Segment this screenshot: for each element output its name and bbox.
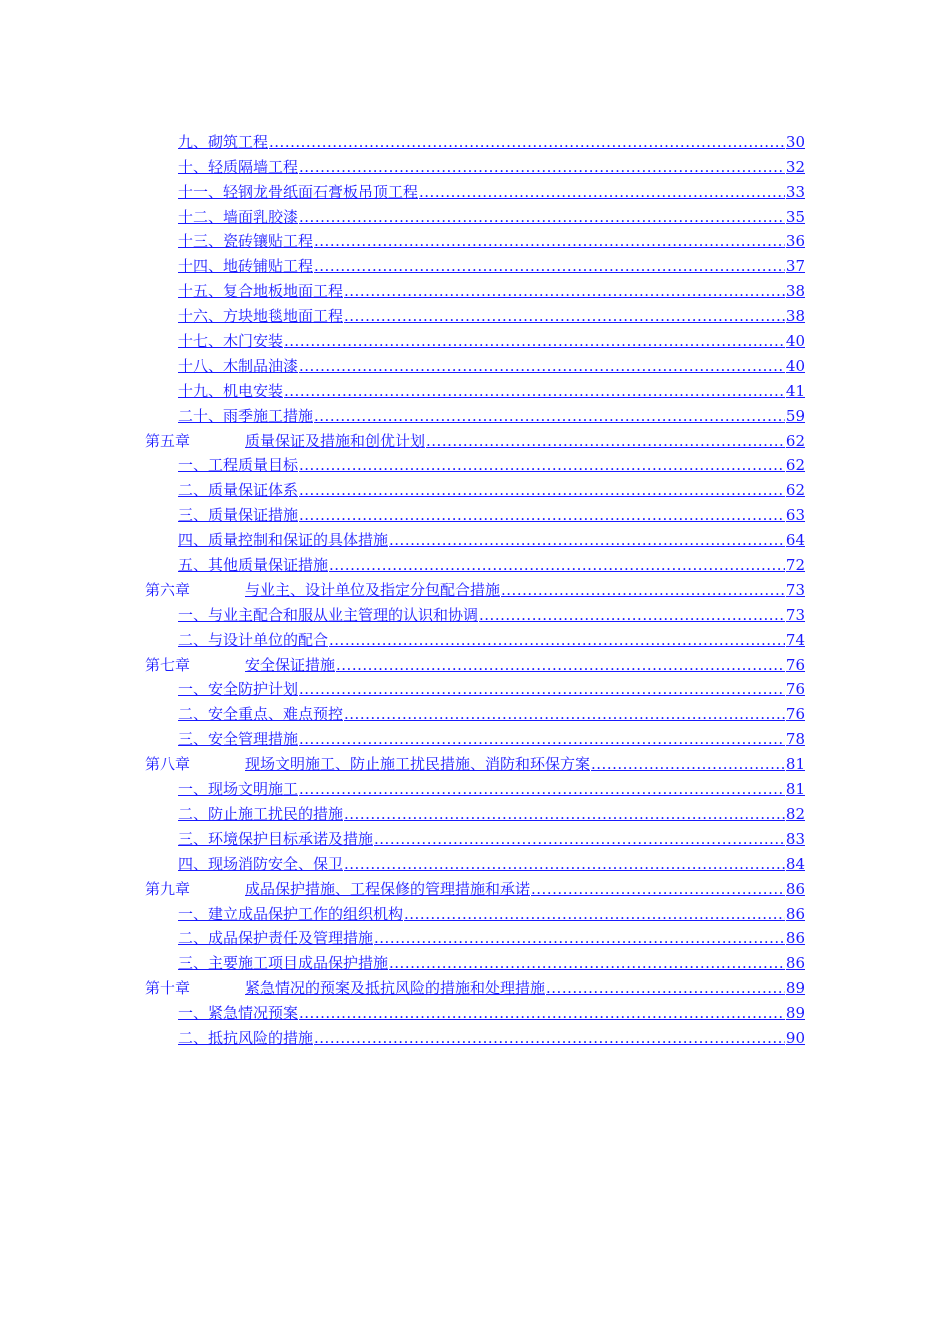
toc-entry-title: 二、成品保护责任及管理措施 [178,929,374,948]
toc-entry-title: 十四、地砖铺贴工程 [178,257,314,276]
toc-dot-leader [284,382,785,400]
toc-entry-title: 十八、木制品油漆 [178,356,299,375]
toc-page-number: 86 [785,904,805,923]
toc-dot-leader [314,1029,785,1047]
toc-entry-title: 三、主要施工项目成品保护措施 [178,954,389,973]
toc-dot-leader [314,257,785,275]
toc-page-number: 86 [785,879,805,898]
toc-page-number: 30 [785,132,805,151]
toc-entry-title: 五、其他质量保证措施 [178,556,329,575]
toc-dot-leader [299,456,785,474]
toc-chapter-name: 现场文明施工、防止施工扰民措施、消防和环保方案 [245,755,591,774]
toc-entry[interactable] [145,325,805,350]
toc-entry[interactable] [145,201,805,226]
toc-dot-leader [531,880,785,898]
toc-page-number: 33 [785,182,805,201]
toc-entry[interactable] [145,997,805,1022]
toc-dot-leader [501,581,785,599]
toc-entry-title: 九、砌筑工程 [178,132,269,151]
toc-chapter-entry[interactable] [145,748,805,773]
toc-entry-title: 十三、瓷砖镶贴工程 [178,232,314,251]
toc-dot-leader [284,332,785,350]
toc-dot-leader [426,432,785,450]
toc-dot-leader [299,780,785,798]
toc-page-number: 62 [785,481,805,500]
toc-page-number: 81 [785,755,805,774]
toc-dot-leader [419,183,785,201]
toc-chapter-entry[interactable] [145,425,805,450]
toc-dot-leader [269,133,785,151]
toc-chapter-number: 第五章 [145,431,191,450]
toc-entry[interactable] [145,624,805,649]
toc-entry[interactable] [145,723,805,748]
toc-page-number: 89 [785,979,805,998]
toc-entry-title: 十九、机电安装 [178,381,284,400]
toc-chapter-name: 紧急情况的预案及抵抗风险的措施和处理措施 [245,979,546,998]
toc-entry-title: 十一、轻钢龙骨纸面石膏板吊顶工程 [178,182,419,201]
toc-page-number: 82 [785,804,805,823]
toc-chapter-title [145,979,545,997]
toc-page-number: 73 [785,605,805,624]
toc-dot-leader [404,905,785,923]
toc-entry[interactable] [145,250,805,275]
toc-entry-title: 二、质量保证体系 [178,481,299,500]
toc-dot-leader [299,730,785,748]
toc-page-number: 84 [785,854,805,873]
toc-chapter-title [145,880,530,898]
toc-chapter-number: 第八章 [145,755,191,774]
toc-entry[interactable] [145,226,805,251]
toc-entry[interactable] [145,848,805,873]
toc-page-number: 59 [785,406,805,425]
toc-chapter-entry[interactable] [145,649,805,674]
toc-dot-leader [389,954,785,972]
toc-entry[interactable] [145,1022,805,1047]
toc-chapter-title [145,432,425,450]
toc-dot-leader [336,656,785,674]
toc-page-number: 78 [785,730,805,749]
toc-entry-title: 一、紧急情况预案 [178,1004,299,1023]
toc-entry-title: 十二、墙面乳胶漆 [178,207,299,226]
toc-entry[interactable] [145,947,805,972]
toc-dot-leader [299,481,785,499]
toc-entry[interactable] [145,275,805,300]
toc-entry-title: 三、质量保证措施 [178,506,299,525]
toc-entry[interactable] [145,400,805,425]
toc-page-number: 38 [785,282,805,301]
toc-page-number: 86 [785,929,805,948]
toc-dot-leader [344,282,785,300]
toc-page-number: 36 [785,232,805,251]
toc-dot-leader [546,979,785,997]
toc-dot-leader [329,556,785,574]
toc-dot-leader [344,307,785,325]
toc-entry[interactable] [145,176,805,201]
toc-entry[interactable] [145,450,805,475]
toc-entry-title: 十、轻质隔墙工程 [178,157,299,176]
toc-chapter-name: 与业主、设计单位及指定分包配合措施 [245,580,501,599]
toc-entry-title: 十五、复合地板地面工程 [178,282,344,301]
toc-page-number: 37 [785,257,805,276]
toc-dot-leader [591,755,785,773]
toc-entry[interactable] [145,474,805,499]
toc-dot-leader [344,705,785,723]
toc-page-number: 73 [785,580,805,599]
toc-dot-leader [374,830,785,848]
toc-entry-title: 二十、雨季施工措施 [178,406,314,425]
toc-entry[interactable] [145,923,805,948]
toc-entry[interactable] [145,499,805,524]
toc-entry-title: 二、抵抗风险的措施 [178,1028,314,1047]
toc-entry[interactable] [145,898,805,923]
toc-page-number: 74 [785,630,805,649]
toc-entry-title: 二、安全重点、难点预控 [178,705,344,724]
toc-entry[interactable] [145,350,805,375]
toc-chapter-name: 安全保证措施 [245,655,336,674]
toc-dot-leader [299,208,785,226]
toc-dot-leader [299,506,785,524]
toc-chapter-number: 第十章 [145,979,191,998]
toc-dot-leader [299,158,785,176]
toc-page-number: 38 [785,307,805,326]
toc-chapter-number: 第九章 [145,879,191,898]
toc-page-number: 76 [785,705,805,724]
toc-dot-leader [299,357,785,375]
toc-page-number: 76 [785,680,805,699]
toc-entry-title: 十七、木门安装 [178,332,284,351]
toc-entry-title: 二、与设计单位的配合 [178,630,329,649]
toc-page-number: 64 [785,531,805,550]
toc-dot-leader [314,407,785,425]
toc-chapter-title [145,656,335,674]
toc-entry-title: 一、与业主配合和服从业主管理的认识和协调 [178,605,479,624]
toc-page-number: 90 [785,1028,805,1047]
toc-entry[interactable] [145,151,805,176]
toc-dot-leader [344,855,785,873]
toc-page-number: 89 [785,1004,805,1023]
toc-dot-leader [374,929,785,947]
toc-entry[interactable] [145,798,805,823]
toc-page-number: 83 [785,829,805,848]
toc-entry-title: 四、现场消防安全、保卫 [178,854,344,873]
toc-entry[interactable] [145,549,805,574]
toc-page-number: 40 [785,332,805,351]
toc-entry[interactable] [145,375,805,400]
toc-page-number: 76 [785,655,805,674]
toc-chapter-title [145,755,590,773]
toc-chapter-title [145,581,500,599]
toc-chapter-number: 第六章 [145,580,191,599]
toc-entry[interactable] [145,698,805,723]
toc-page-number: 41 [785,381,805,400]
toc-entry[interactable] [145,823,805,848]
toc-dot-leader [329,631,785,649]
toc-page-number: 62 [785,431,805,450]
toc-entry[interactable] [145,674,805,699]
toc-chapter-name: 成品保护措施、工程保修的管理措施和承诺 [245,879,531,898]
toc-chapter-entry[interactable] [145,574,805,599]
toc-entry[interactable] [145,773,805,798]
toc-page-number: 63 [785,506,805,525]
toc-page-number: 40 [785,356,805,375]
toc-dot-leader [299,680,785,698]
toc-chapter-entry[interactable] [145,972,805,997]
toc-entry-title: 二、防止施工扰民的措施 [178,804,344,823]
toc-entry[interactable] [145,300,805,325]
toc-page-number: 32 [785,157,805,176]
toc-page-number: 72 [785,556,805,575]
toc-dot-leader [299,1004,785,1022]
toc-entry-title: 四、质量控制和保证的具体措施 [178,531,389,550]
toc-dot-leader [479,606,785,624]
toc-entry-title: 一、安全防护计划 [178,680,299,699]
toc-entry-title: 三、环境保护目标承诺及措施 [178,829,374,848]
toc-entry-title: 一、建立成品保护工作的组织机构 [178,904,404,923]
toc-entry-title: 十六、方块地毯地面工程 [178,307,344,326]
toc-entry[interactable] [145,524,805,549]
toc-chapter-entry[interactable] [145,873,805,898]
toc-dot-leader [314,232,785,250]
toc-dot-leader [389,531,785,549]
toc-page-number: 35 [785,207,805,226]
toc-dot-leader [344,805,785,823]
toc-chapter-name: 质量保证及措施和创优计划 [245,431,426,450]
toc-page-number: 86 [785,954,805,973]
toc-page-number: 62 [785,456,805,475]
toc-entry[interactable] [145,126,805,151]
toc-entry-title: 一、现场文明施工 [178,780,299,799]
table-of-contents [145,126,805,1047]
toc-entry-title: 一、工程质量目标 [178,456,299,475]
toc-entry-title: 三、安全管理措施 [178,730,299,749]
toc-entry[interactable] [145,599,805,624]
toc-page-number: 81 [785,780,805,799]
toc-chapter-number: 第七章 [145,655,191,674]
